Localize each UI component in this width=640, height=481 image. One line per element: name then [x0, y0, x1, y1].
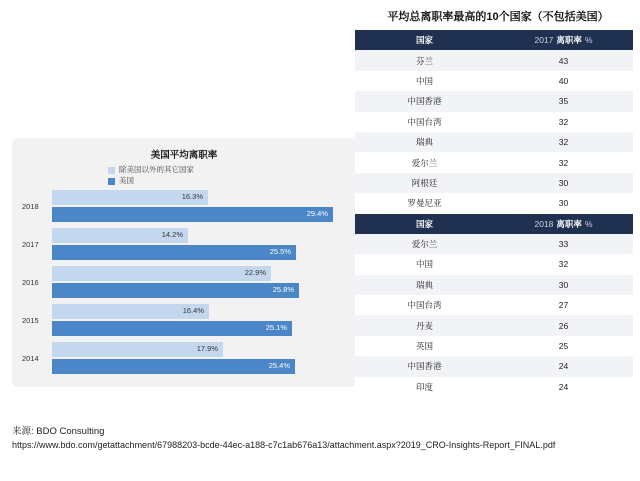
table-row: [355, 152, 633, 172]
table-row: [355, 336, 633, 356]
bar-row-usa: [52, 283, 346, 298]
bar-value-usa-2014: 25.4%: [268, 361, 290, 370]
table-row: [355, 91, 633, 111]
table-row: [355, 377, 633, 397]
header-rate-year: 2017: [534, 35, 554, 46]
bar-value-other-2015: 16.4%: [182, 306, 204, 315]
table-row: [355, 193, 633, 213]
turnover-bar-chart-panel: [12, 138, 356, 387]
cell-country: 中国台湾: [355, 295, 494, 315]
cell-rate: 40: [494, 71, 633, 91]
table-row: [355, 132, 633, 152]
cell-rate: 27: [494, 295, 633, 315]
bar-value-usa-2015: 25.1%: [265, 323, 287, 332]
cell-country: 中国香港: [355, 356, 494, 376]
cell-rate: 32: [494, 112, 633, 132]
bar-row-other: [52, 190, 346, 205]
cell-rate: 30: [494, 193, 633, 213]
bar-usa-2017: [52, 245, 296, 260]
table-row: [355, 112, 633, 132]
bar-value-other-2017: 14.2%: [161, 230, 183, 239]
bar-group-2014: [22, 342, 348, 379]
legend-item-usa: [108, 176, 194, 186]
table-header-2018: [355, 214, 633, 234]
bar-usa-2014: [52, 359, 295, 374]
cell-rate: 33: [494, 234, 633, 254]
cell-rate: 35: [494, 91, 633, 111]
header-rate-year: 2018: [534, 218, 554, 229]
cell-country: 中国: [355, 254, 494, 274]
year-label: 2017: [22, 240, 39, 249]
bar-value-usa-2016: 25.8%: [272, 285, 294, 294]
cell-rate: 30: [494, 173, 633, 193]
legend-swatch-icon: [108, 167, 115, 174]
table-row: [355, 254, 633, 274]
bar-value-usa-2017: 25.5%: [269, 247, 291, 256]
legend-label-usa: 美国: [119, 176, 134, 185]
cell-country: 瑞典: [355, 132, 494, 152]
table-row: [355, 173, 633, 193]
header-country: 国家: [355, 214, 494, 234]
bar-value-usa-2018: 29.4%: [306, 209, 328, 218]
cell-rate: 43: [494, 50, 633, 70]
bar-row-usa: [52, 207, 346, 222]
legend-item-other-countries: [108, 165, 194, 175]
cell-country: 瑞典: [355, 275, 494, 295]
table-row: [355, 234, 633, 254]
bar-usa-2015: [52, 321, 292, 336]
year-label: 2014: [22, 354, 39, 363]
bar-row-other: [52, 342, 346, 357]
table-row: [355, 315, 633, 335]
bar-group-2017: [22, 228, 348, 265]
table-title: 平均总离职率最高的10个国家（不包括美国）: [387, 11, 609, 23]
cell-country: 中国台湾: [355, 112, 494, 132]
cell-country: 阿根廷: [355, 173, 494, 193]
source-footer: [12, 425, 628, 452]
year-label: 2015: [22, 316, 39, 325]
legend-label-other-countries: 除美国以外的其它国家: [119, 165, 194, 174]
bar-group-2018: [22, 190, 348, 227]
header-rate-2017: [494, 30, 633, 50]
year-label: 2016: [22, 278, 39, 287]
country-turnover-table: [355, 30, 633, 397]
cell-country: 爱尔兰: [355, 234, 494, 254]
cell-country: 罗曼尼亚: [355, 193, 494, 213]
cell-rate: 24: [494, 377, 633, 397]
bar-usa-2018: [52, 207, 333, 222]
table-row: [355, 295, 633, 315]
cell-rate: 26: [494, 315, 633, 335]
bar-row-usa: [52, 321, 346, 336]
bar-row-other: [52, 228, 346, 243]
table-row: [355, 356, 633, 376]
bar-usa-2016: [52, 283, 299, 298]
bar-other-2016: [52, 266, 271, 281]
header-rate-label: 离职率: [556, 218, 582, 229]
table-row: [355, 275, 633, 295]
cell-country: 中国香港: [355, 91, 494, 111]
header-rate-unit: %: [584, 218, 593, 229]
bar-group-2015: [22, 304, 348, 341]
cell-rate: 25: [494, 336, 633, 356]
header-rate-label: 离职率: [556, 35, 582, 46]
cell-country: 印度: [355, 377, 494, 397]
cell-country: 中国: [355, 71, 494, 91]
cell-rate: 32: [494, 254, 633, 274]
bar-row-usa: [52, 245, 346, 260]
bar-value-other-2016: 22.9%: [244, 268, 266, 277]
bar-row-other: [52, 304, 346, 319]
chart-legend: [108, 165, 194, 187]
bar-group-2016: [22, 266, 348, 303]
source-label: 来源: BDO Consulting: [12, 426, 105, 437]
cell-country: 英国: [355, 336, 494, 356]
table-row: [355, 71, 633, 91]
bar-value-other-2018: 16.3%: [181, 192, 203, 201]
chart-title: 美国平均离职率: [150, 150, 218, 161]
cell-country: 爱尔兰: [355, 152, 494, 172]
header-rate-unit: %: [584, 35, 593, 46]
source-url[interactable]: https://www.bdo.com/getattachment/67988203-bcde-44ec-a188-c7c1ab676a13/attachment.aspx?2019_CRO-Insights-Report_FINAL.pdf: [12, 440, 556, 450]
header-country: 国家: [355, 30, 494, 50]
cell-rate: 24: [494, 356, 633, 376]
legend-swatch-icon: [108, 178, 115, 185]
bar-row-other: [52, 266, 346, 281]
bar-chart-plot-area: [22, 190, 348, 379]
bar-value-other-2014: 17.9%: [196, 344, 218, 353]
table-header-2017: [355, 30, 633, 50]
cell-rate: 30: [494, 275, 633, 295]
year-label: 2018: [22, 202, 39, 211]
cell-country: 芬兰: [355, 50, 494, 70]
cell-country: 丹麦: [355, 315, 494, 335]
cell-rate: 32: [494, 152, 633, 172]
cell-rate: 32: [494, 132, 633, 152]
bar-row-usa: [52, 359, 346, 374]
table-row: [355, 50, 633, 70]
header-rate-2018: [494, 214, 633, 234]
